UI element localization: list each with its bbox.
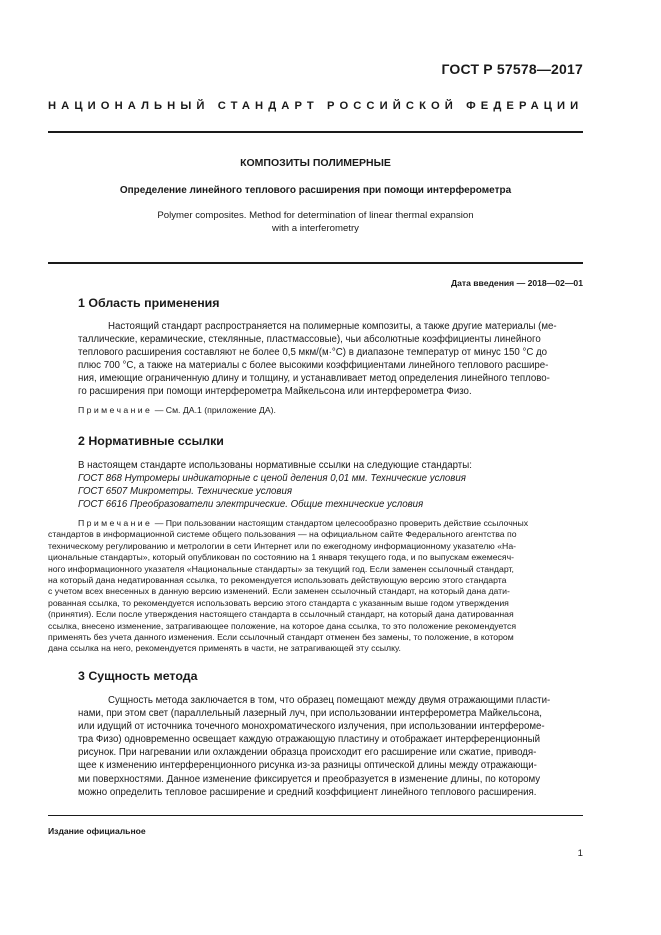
section-1-line: теплового расширения составляют не более 0,5 мкм/(м·°С) в диапазоне температур от минус 150 °С до — [78, 347, 548, 359]
section-1-line: таллические, керамические, стеклянные, пластмассовые), чьи абсолютные коэффициенты линейного — [78, 334, 541, 346]
section-1-line: го расширения при помощи интерферометра Майкельсона или интерферометра Физо. — [78, 386, 472, 398]
note-label: Примечание — [78, 518, 153, 528]
note-line: рованная ссылка, то рекомендуется использовать версию этого стандарта с указанным выше годом утверждения — [48, 597, 509, 608]
title-rule — [48, 262, 583, 264]
section-2-note — [48, 518, 583, 655]
note-line: применять без учета данного изменения. Если ссылочный стандарт отменен без замены, то положение, в котором — [48, 632, 514, 643]
normative-reference: ГОСТ 6616 Преобразователи электрические. Общие технические условия — [78, 499, 424, 511]
introduction-date: Дата введения — 2018—02—01 — [450, 278, 583, 288]
section-3-line: тра Физо) одновременно освещает каждую отражающую пластину и отображает интерференционный — [78, 734, 541, 746]
section-3-line: ми поверхностями. Данное изменение фиксируется и преобразуется в изменение длины, по которому — [78, 773, 541, 785]
note-text: — При пользовании настоящим стандартом целесообразно проверить действие ссылочных — [152, 518, 529, 528]
english-title-line-1: Polymer composites. Method for determination of linear thermal expansion — [157, 210, 474, 221]
section-3-heading: 3 Сущность метода — [78, 669, 198, 683]
note-line: ссылка, внесено изменение, затрагивающее положение, на которое дана ссылка, то это положение рекомендуется — [48, 620, 517, 631]
section-2-intro: В настоящем стандарте использованы нормативные ссылки на следующие стандарты: — [78, 460, 472, 471]
section-1-note — [48, 405, 583, 416]
document-english-title — [48, 210, 583, 235]
note-line: с учетом всех внесенных в данную версию изменений. Если заменен ссылочный стандарт, на который дана дати- — [48, 586, 510, 597]
section-3-line: Сущность метода заключается в том, что образец помещают между двумя отражающими пласти- — [108, 695, 551, 706]
document-subtitle: Определение линейного теплового расширения при помощи интерферометра — [119, 185, 512, 196]
note-label: Примечание — [78, 405, 153, 415]
gost-identifier: ГОСТ Р 57578—2017 — [441, 61, 583, 77]
note-line: техническому регулированию и метрологии в сети Интернет или по ежегодному информационному указателю «На- — [48, 540, 517, 551]
note-line: циональные стандарты», который опубликован по состоянию на 1 января текущего года, и по выпускам ежемесяч- — [48, 552, 515, 563]
section-3-line: или идущий от источника точечного монохроматического излучения, при использовании интерфероме- — [78, 721, 545, 733]
section-2-body — [78, 459, 583, 511]
section-1-line: Настоящий стандарт распространяется на полимерные композиты, а также другие материалы (ме- — [108, 321, 557, 332]
section-3-line: нами, при этом свет (параллельный лазерный луч, при использовании интерферометра Майкельсона, — [78, 708, 542, 720]
page-number: 1 — [577, 848, 583, 859]
section-1-heading: 1 Область применения — [78, 296, 220, 310]
national-standard-banner: НАЦИОНАЛЬНЫЙ СТАНДАРТ РОССИЙСКОЙ ФЕДЕРАЦИИ — [48, 100, 584, 112]
section-3-line: щее к изменению интерференционного рисунка из-за разницы оптической длины между отражающи- — [78, 760, 537, 772]
section-3-body — [78, 694, 583, 799]
note-line: стандартов в информационной системе общего пользования — на официальном сайте Федерального агентства по — [48, 529, 517, 540]
header-rule — [48, 131, 583, 133]
note-line: ного информационного указателя «Национальные стандарты» за текущий год. Если заменен ссылочный стандарт, — [48, 563, 514, 574]
footer-rule — [48, 815, 583, 816]
section-3-line: можно определить тепловое расширение и средний коэффициент линейного теплового расширения. — [78, 786, 537, 798]
official-edition-label: Издание официальное — [48, 826, 146, 836]
section-3-line: рисунок. При нагревании или охлаждении образца происходит его расширение или сжатие, приводя- — [78, 747, 537, 759]
note-line: (принятия). Если после утверждения настоящего стандарта в ссылочный стандарт, на который дана датированная — [48, 609, 514, 620]
note-line: дана ссылка на него, рекомендуется применять в части, не затрагивающей эту ссылку. — [48, 643, 401, 654]
note-text: — См. ДА.1 (приложение ДА). — [152, 405, 276, 415]
note-line: на который дана недатированная ссылка, то рекомендуется использовать действующую версию этого стандарта — [48, 575, 507, 586]
section-2-heading: 2 Нормативные ссылки — [78, 434, 224, 448]
normative-reference: ГОСТ 6507 Микрометры. Технические условия — [78, 486, 293, 498]
section-1-line: ния, имеющие ограниченную длину и толщину, и устанавливает метод определения линейного теплово- — [78, 373, 550, 385]
section-1-line: плюс 700 °С, а также на материалы с более высокими коэффициентами линейного теплового расшире- — [78, 360, 549, 372]
document-title: КОМПОЗИТЫ ПОЛИМЕРНЫЕ — [240, 157, 391, 169]
section-1-body — [78, 320, 583, 399]
normative-reference: ГОСТ 868 Нутромеры индикаторные с ценой деления 0,01 мм. Технические условия — [78, 473, 466, 485]
english-title-line-2: with a interferometry — [272, 222, 359, 234]
